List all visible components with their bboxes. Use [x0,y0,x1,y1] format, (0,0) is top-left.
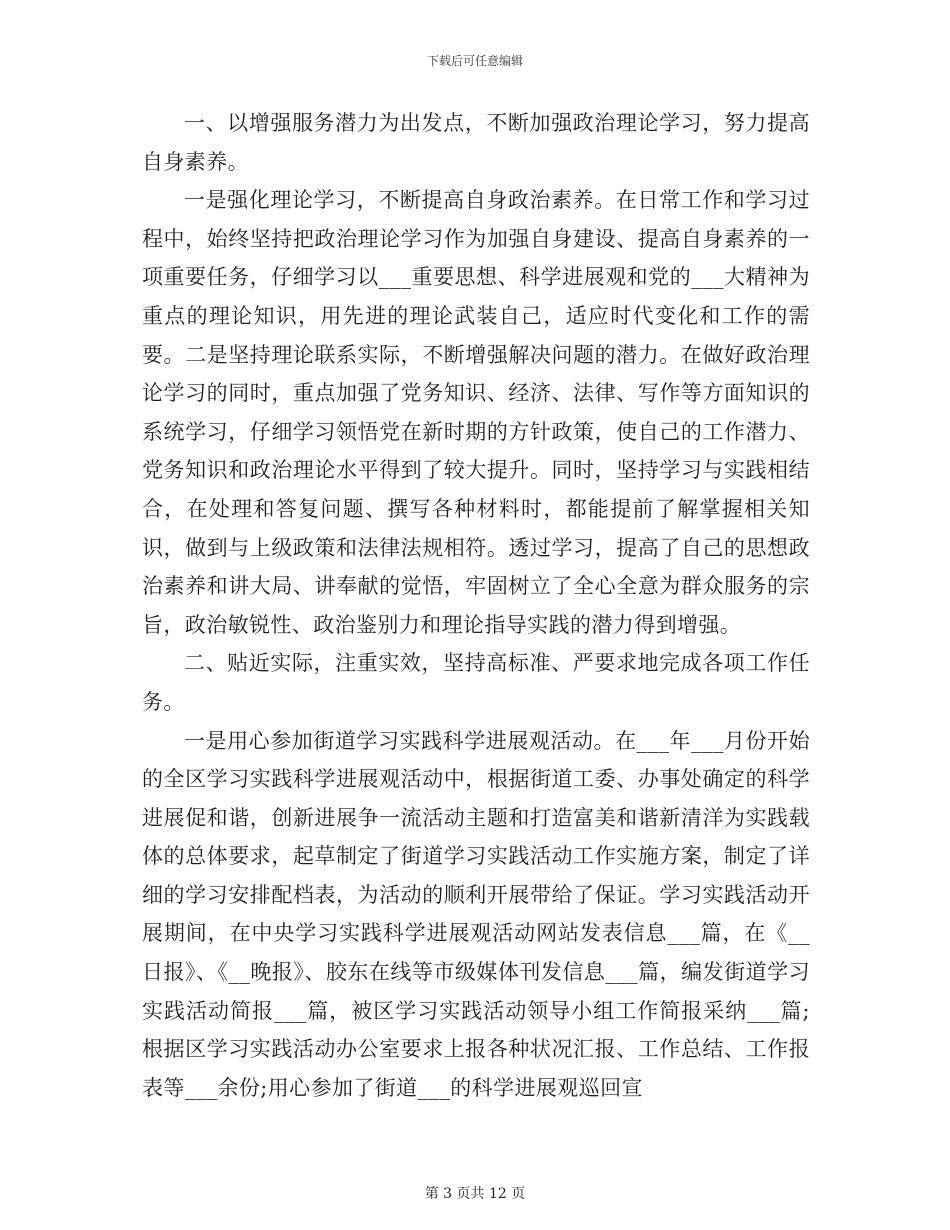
document-body [142,104,810,1107]
paragraph-practice-activity: 一是用心参加街道学习实践科学进展观活动。在___年___月份开始的全区学习实践科学进展观活动中，根据街道工委、办事处确定的科学进展促和谐，创新进展争一流活动主题和打造富美和谐新清洋为实践载体的总体要求，起草制定了街道学习实践活动工作实施方案，制定了详细的学习安排配档表，为活动的顺利开展带给了保证。学习实践活动开展期间，在中央学习实践科学进展观活动网站发表信息___篇，在《__日报》、《__晚报》、胶东在线等市级媒体刊发信息___篇，编发街道学习实践活动简报___篇，被区学习实践活动领导小组工作简报采纳___篇;根据区学习实践活动办公室要求上报各种状况汇报、工作总结、工作报表等___余份;用心参加了街道___的科学进展观巡回宣 [142,728,810,1100]
paragraph-theory-study: 一是强化理论学习，不断提高自身政治素养。在日常工作和学习过程中，始终坚持把政治理论学习作为加强自身建设、提高自身素养的一项重要任务，仔细学习以___重要思想、科学进展观和党的___大精神为重点的理论知识，用先进的理论武装自己，适应时代变化和工作的需要。二是坚持理论联系实际，不断增强解决问题的潜力。在做好政治理论学习的同时，重点加强了党务知识、经济、法律、写作等方面知识的系统学习，仔细学习领悟党在新时期的方针政策，使自己的工作潜力、党务知识和政治理论水平得到了较大提升。同时，坚持学习与实践相结合，在处理和答复问题、撰写各种材料时，都能提前了解掌握相关知识，做到与上级政策和法律法规相符。透过学习，提高了自己的思想政治素养和讲大局、讲奉献的觉悟，牢固树立了全心全意为群众服务的宗旨，政治敏锐性、政治鉴别力和理论指导实践的潜力得到增强。 [142,188,810,637]
page-footer: 第 3 页共 12 页 [424,1186,526,1202]
page-header: 下载后可任意编辑 [426,54,523,68]
section-heading-1: 一、以增强服务潜力为出发点，不断加强政治理论学习，努力提高自身素养。 [142,111,810,174]
section-heading-2: 二、贴近实际，注重实效，坚持高标准、严要求地完成各项工作任务。 [142,651,810,714]
